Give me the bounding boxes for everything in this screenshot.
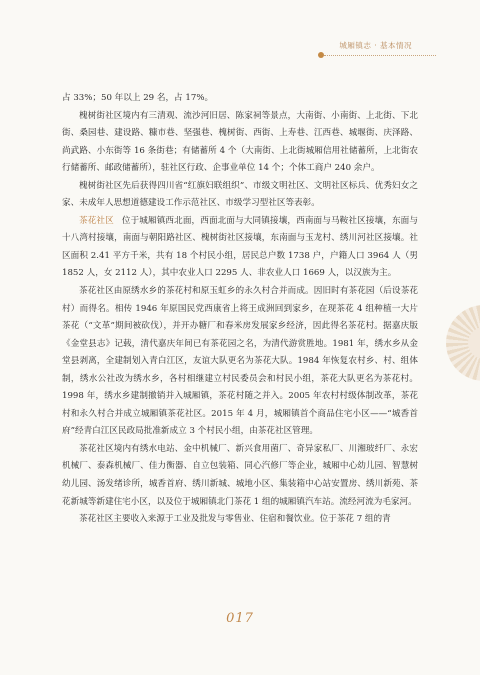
paragraph-chahua-overview — [62, 213, 418, 283]
running-header-title: 城厢镇志 · 基本情况 — [339, 41, 412, 50]
decorative-medallion — [446, 305, 480, 381]
paragraph-chahua-overview-text: 位于城厢镇西北面，西面北面与大同镇接壤，西南面与马鞍社区接壤，东面与十八湾村接壤，南面与朝阳路社区、槐树街社区接壤，东南面与玉龙村、绣川河社区接壤。社区面积 2.41 平方千米，共有 18 个村民小组，居民总户数 1738 户，户籍人口 3964 人（男 1852 人，女 2112 人），其中农业人口 2295 人、非农业人口 1669 人，以汉族为主。 — [62, 215, 418, 279]
paragraph-continued: 占 33%；50 年以上 29 名，占 17%。 — [62, 93, 214, 103]
paragraph-huaishujie-streets: 槐树街社区境内有三清观、流沙河旧居、陈家祠等景点，大南街、小南街、上北街、下北街、桑园巷、建设路、糠市巷、坚强巷、槐树街、西街、上寿巷、江西巷、城堰街、庆泽路、尚武路、小东街等 16 条街巷；有储蓄所 4 个（大南街、上北街城厢信用社储蓄所，上北街农行储蓄所、邮政储蓄所），驻社区行政、企事业单位 14 个；个体工商户 240 余户。 — [62, 110, 418, 174]
body-text — [62, 90, 418, 529]
section-title-chahua: 茶花社区 — [79, 215, 114, 226]
paragraph-chahua-income: 茶花社区主要收入来源于工业及批发与零售业、住宿和餐饮业。位于茶花 7 组的青 — [79, 514, 391, 525]
paragraph-chahua-history: 茶花社区由原绣水乡的茶花村和原玉虹乡的永久村合并而成。因旧时有茶花园（后设茶花村）而得名。相传 1946 年原国民党西康省上将王成洲回到家乡，在现茶花 4 组种植一大片茶花（“文革”期间被砍伐），并开办糖厂和春米房发展家乡经济，因此得名茶花村。据嘉庆版《金堂县志》记载，清代嘉庆年间已有茶花园之名，为清代游赏胜地。1981 年，绣水乡从金堂县剥离，全建制划入青白江区，友谊大队更名为茶花大队。1984 年恢复农村乡、村、组体制，绣水公社改为绣水乡，各村相继建立村民委员会和村民小组，茶花大队更名为茶花村。1998 年，绣水乡建制撤销并入城厢镇，茶花村随之并入。2005 年农村村级体制改革，茶花村和永久村合并成立城厢镇茶花社区。2015 年 4 月，城厢镇首个商品住宅小区——“城香首府”经青白江区民政局批准新成立 3 个村民小组，由茶花社区管理。 — [62, 286, 418, 437]
header-dotted-rule — [324, 55, 436, 56]
paragraph-chahua-enterprises: 茶花社区境内有绣水电站、金中机械厂、新兴食用菌厂、奇异家私厂、川湘玻纤厂、永宏机械厂、泰森机械厂、佳力衡器、自立包装箱、同心汽修厂等企业，城厢中心幼儿园、智慧树幼儿园、汤发绪诊所，城香首府、绣川新城、城地小区、集装箱中心站安置房、绣川新苑、茶花新城等新建住宅小区，以及位于城厢镇北门茶花 1 组的城厢镇汽车站。流经河流为毛家河。 — [62, 443, 418, 507]
page-number: 017 — [226, 611, 254, 626]
paragraph-huaishujie-honors: 槐树街社区先后获得四川省“红旗妇联组织”、市级文明社区、文明社区标兵、优秀妇女之家、未成年人思想道德建设工作示范社区、市级学习型社区等表彰。 — [62, 180, 418, 209]
